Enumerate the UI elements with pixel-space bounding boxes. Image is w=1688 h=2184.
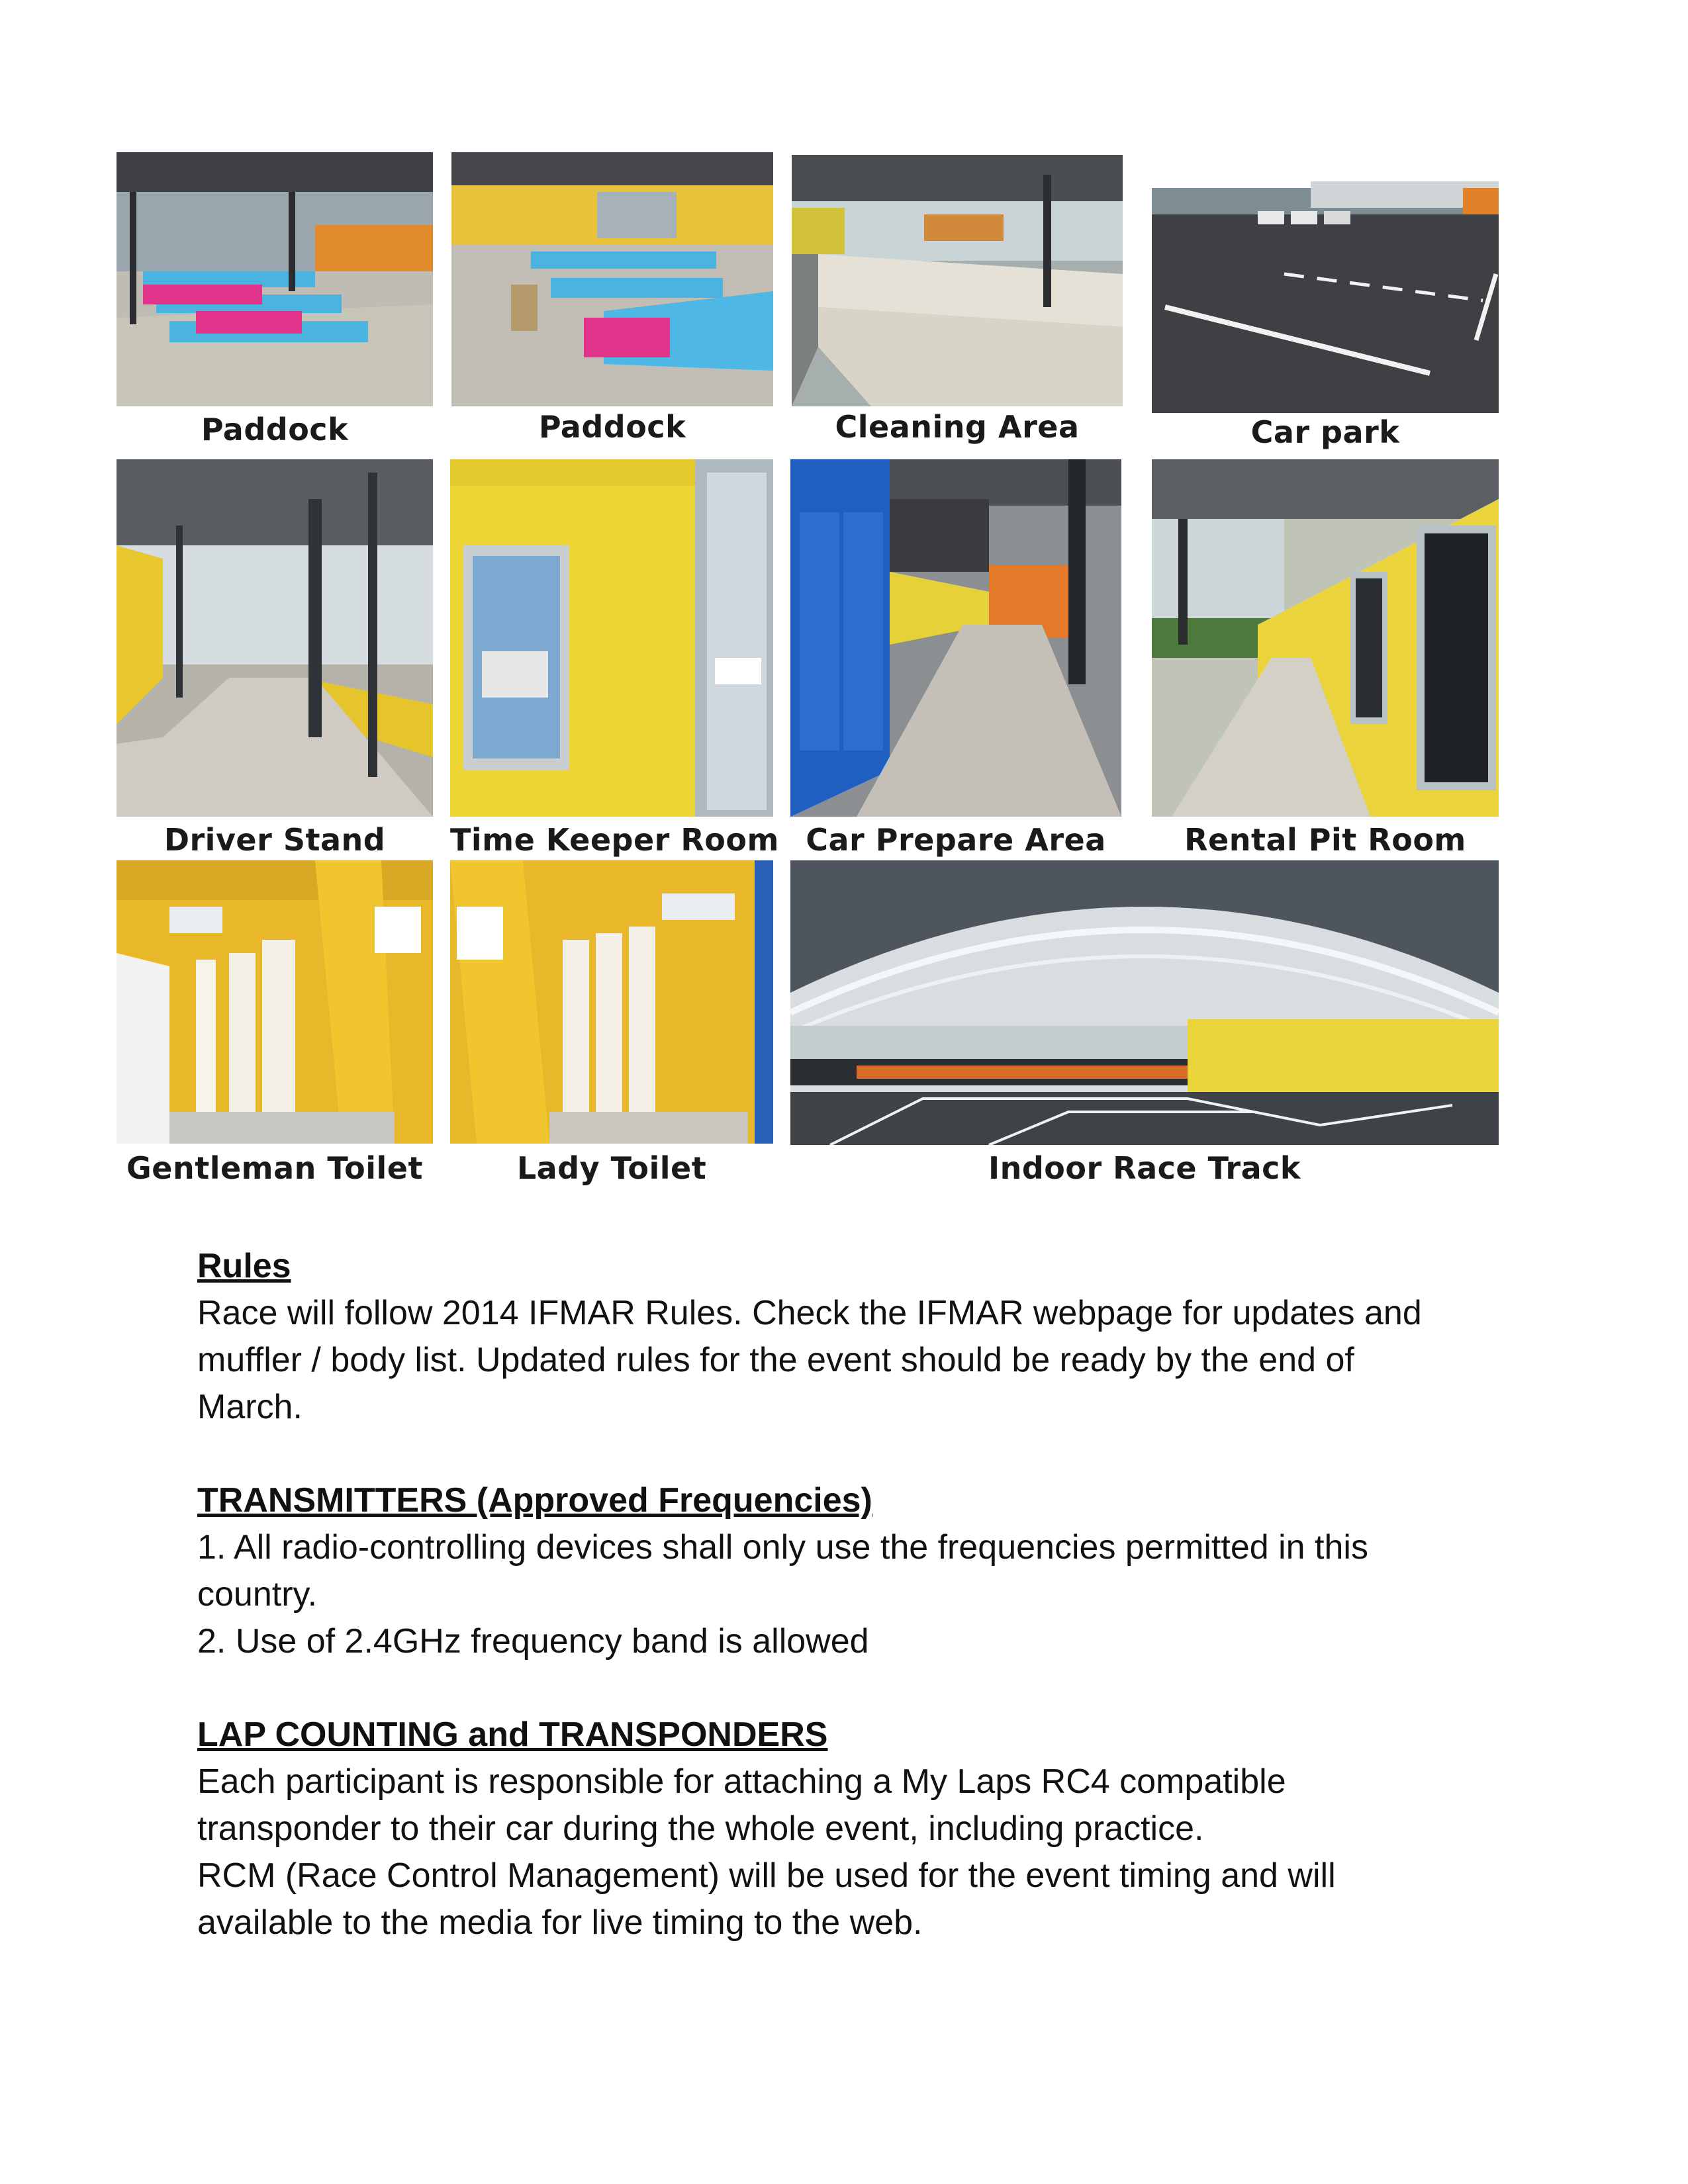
lap-counting-section <box>197 1711 1508 1946</box>
rules-section <box>197 1243 1508 1431</box>
rules-line: March. <box>197 1388 303 1426</box>
lap-counting-heading: LAP COUNTING and TRANSPONDERS <box>197 1715 828 1754</box>
photo-gentleman-toilet <box>117 860 433 1144</box>
photo-caption: Time Keeper Room <box>450 822 779 858</box>
photo-caption: Gentleman Toilet <box>126 1150 423 1186</box>
photo-caption: Car Prepare Area <box>806 822 1106 858</box>
transmitters-line: 2. Use of 2.4GHz frequency band is allowed <box>197 1622 869 1661</box>
photo-lady-toilet <box>450 860 773 1144</box>
photo-caption: Paddock <box>201 412 349 447</box>
photo-cleaning-area <box>792 155 1123 406</box>
photo-indoor-race-track <box>790 860 1499 1145</box>
transmitters-line: country. <box>197 1575 318 1614</box>
photo-car-park <box>1152 142 1499 413</box>
photo-paddock-1 <box>117 152 433 406</box>
rules-line: muffler / body list. Updated rules for the event should be ready by the end of <box>197 1341 1354 1379</box>
transmitters-line: 1. All radio-controlling devices shall only use the frequencies permitted in this <box>197 1528 1368 1567</box>
transmitters-section <box>197 1477 1508 1665</box>
lap-counting-line: transponder to their car during the whole event, including practice. <box>197 1809 1204 1848</box>
photo-caption: Car park <box>1250 414 1400 450</box>
photo-car-prepare-area <box>790 459 1121 817</box>
lap-counting-line: available to the media for live timing to the web. <box>197 1903 923 1942</box>
photo-caption: Indoor Race Track <box>988 1150 1301 1186</box>
lap-counting-line: RCM (Race Control Management) will be used for the event timing and will <box>197 1856 1336 1895</box>
photo-caption: Driver Stand <box>164 822 386 858</box>
lap-counting-line: Each participant is responsible for attaching a My Laps RC4 compatible <box>197 1762 1286 1801</box>
photo-caption: Lady Toilet <box>516 1150 707 1186</box>
photo-paddock-2 <box>451 152 773 406</box>
photo-caption: Rental Pit Room <box>1184 822 1466 858</box>
photo-rental-pit-room <box>1152 459 1499 817</box>
photo-driver-stand <box>117 459 433 817</box>
photo-caption: Cleaning Area <box>835 409 1080 445</box>
transmitters-heading: TRANSMITTERS (Approved Frequencies) <box>197 1481 872 1520</box>
photo-time-keeper-room <box>450 459 773 817</box>
rules-line: Race will follow 2014 IFMAR Rules. Check the IFMAR webpage for updates and <box>197 1294 1422 1332</box>
rules-heading: Rules <box>197 1247 291 1285</box>
photo-caption: Paddock <box>538 409 686 445</box>
